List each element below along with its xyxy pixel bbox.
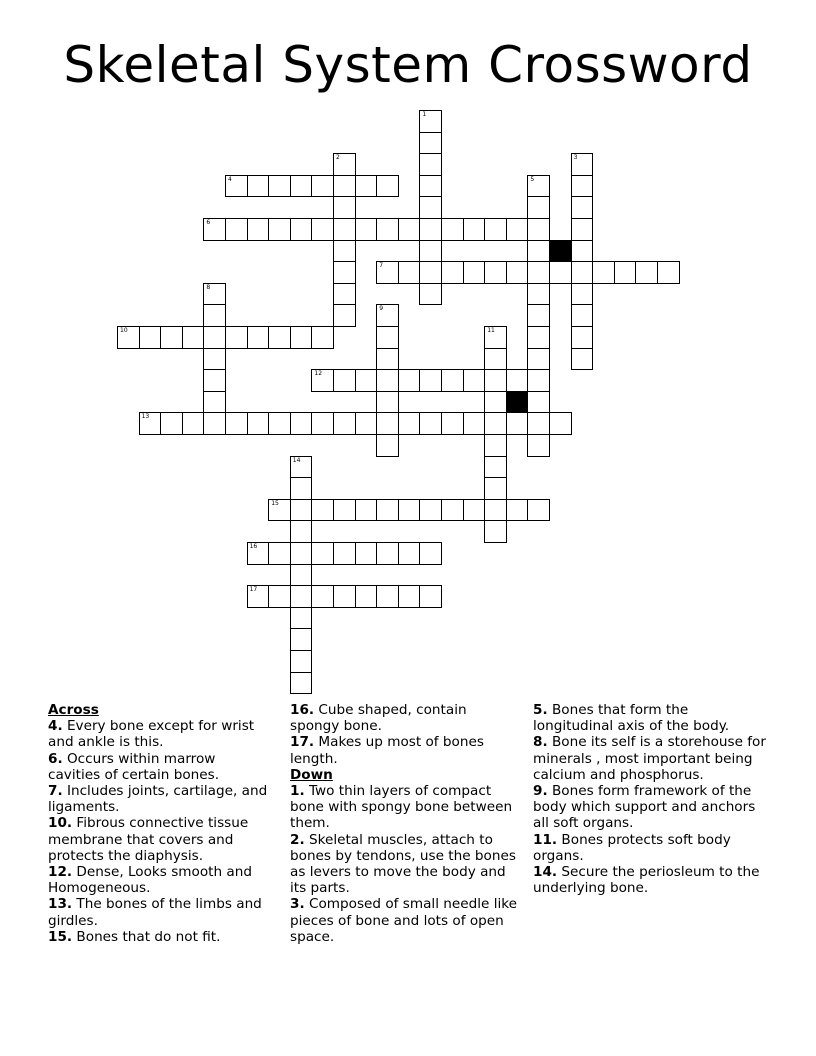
grid-cell[interactable]	[290, 564, 313, 587]
grid-cell[interactable]	[506, 499, 529, 522]
grid-cell[interactable]	[203, 304, 226, 327]
grid-cell[interactable]	[571, 326, 594, 349]
grid-cell[interactable]	[441, 218, 464, 241]
grid-cell[interactable]	[571, 283, 594, 306]
grid-cell[interactable]	[203, 369, 226, 392]
grid-cell[interactable]	[333, 240, 356, 263]
grid-cell[interactable]	[441, 261, 464, 284]
grid-cell[interactable]	[527, 261, 550, 284]
grid-cell[interactable]	[333, 261, 356, 284]
page-title: Skeletal System Crossword	[63, 36, 753, 94]
grid-cell[interactable]	[376, 499, 399, 522]
grid-cell[interactable]	[355, 369, 378, 392]
grid-cell[interactable]	[139, 326, 162, 349]
grid-cell[interactable]	[247, 412, 270, 435]
clue-number: 3.	[290, 896, 305, 913]
cell-number: 17	[249, 586, 258, 594]
cell-number: 7	[379, 262, 384, 270]
grid-cell[interactable]	[463, 412, 486, 435]
grid-cell[interactable]	[268, 326, 291, 349]
grid-cell[interactable]	[506, 261, 529, 284]
grid-cell[interactable]	[441, 369, 464, 392]
grid-cell[interactable]	[203, 348, 226, 371]
clue-number: 8.	[533, 734, 548, 751]
grid-cell[interactable]	[311, 412, 334, 435]
clue-across-7	[48, 783, 270, 815]
clue-down-3	[290, 896, 518, 945]
grid-cell[interactable]	[527, 196, 550, 219]
clue-text: Secure the periosleum to the underlying bone.	[533, 864, 760, 897]
grid-cell[interactable]	[527, 434, 550, 457]
clue-text: Dense, Looks smooth and Homogeneous.	[48, 864, 252, 897]
grid-cell[interactable]	[571, 196, 594, 219]
clue-across-15	[48, 929, 270, 945]
grid-cell[interactable]	[527, 283, 550, 306]
grid-cell[interactable]	[203, 391, 226, 414]
grid-cell[interactable]	[333, 196, 356, 219]
grid-cell[interactable]	[571, 240, 594, 263]
grid-cell[interactable]	[398, 499, 421, 522]
grid-cell[interactable]	[333, 542, 356, 565]
grid-cell[interactable]	[398, 585, 421, 608]
grid-cell[interactable]	[484, 348, 507, 371]
grid-cell[interactable]	[527, 369, 550, 392]
clue-number: 16.	[290, 702, 315, 718]
clue-text: Occurs within marrow cavities of certain bones.	[48, 750, 220, 783]
grid-cell[interactable]	[571, 304, 594, 327]
grid-cell[interactable]	[290, 672, 313, 695]
clue-down-1	[290, 783, 518, 832]
clue-text: Cube shaped, contain spongy bone.	[290, 702, 467, 735]
grid-cell[interactable]	[419, 240, 442, 263]
clue-across-16	[290, 702, 518, 734]
cell-number: 3	[573, 154, 578, 162]
grid-cell[interactable]	[290, 542, 313, 565]
grid-cell[interactable]	[355, 542, 378, 565]
clue-number: 13.	[48, 896, 73, 913]
clue-text: Bones that form the longitudinal axis of the body.	[533, 702, 730, 735]
grid-cell[interactable]	[311, 369, 334, 392]
grid-cell[interactable]	[419, 585, 442, 608]
grid-cell[interactable]	[247, 175, 270, 198]
grid-cell[interactable]	[247, 542, 270, 565]
clue-text: Bones form framework of the body which support and anchors all soft organs.	[533, 783, 756, 832]
clue-text: Every bone except for wrist and ankle is this.	[48, 718, 255, 751]
clue-down-14	[533, 864, 768, 896]
grid-cell[interactable]	[290, 499, 313, 522]
grid-cell[interactable]	[463, 499, 486, 522]
grid-cell[interactable]	[311, 585, 334, 608]
down-header: Down	[290, 766, 333, 783]
grid-cell[interactable]	[268, 175, 291, 198]
grid-cell[interactable]	[268, 585, 291, 608]
grid-cell[interactable]	[376, 542, 399, 565]
grid-cell[interactable]	[419, 196, 442, 219]
clue-across-10	[48, 815, 270, 864]
grid-cell[interactable]	[247, 585, 270, 608]
grid-cell[interactable]	[290, 175, 313, 198]
grid-cell[interactable]	[484, 456, 507, 479]
grid-cell[interactable]	[268, 542, 291, 565]
grid-cell[interactable]	[333, 153, 356, 176]
cell-number: 16	[249, 543, 258, 550]
grid-cell[interactable]	[419, 218, 442, 241]
grid-cell[interactable]	[333, 585, 356, 608]
clue-text: Skeletal muscles, attach to bones by tendons, use the bones as levers to move the body and its parts.	[290, 831, 516, 897]
clue-column-2	[290, 702, 518, 945]
grid-cell[interactable]	[290, 456, 313, 479]
grid-cell[interactable]	[549, 412, 572, 435]
grid-cell[interactable]	[225, 326, 248, 349]
grid-cell[interactable]	[225, 412, 248, 435]
grid-cell[interactable]	[117, 326, 140, 349]
grid-cell[interactable]	[182, 326, 205, 349]
grid-cell[interactable]	[463, 369, 486, 392]
grid-cell[interactable]	[311, 326, 334, 349]
grid-cell[interactable]	[527, 240, 550, 263]
grid-cell[interactable]	[527, 391, 550, 414]
cell-number: 2	[336, 154, 340, 162]
grid-cell[interactable]	[290, 650, 313, 673]
grid-cell[interactable]	[527, 218, 550, 241]
clue-across-4	[48, 718, 270, 750]
grid-cell[interactable]	[463, 218, 486, 241]
grid-cell[interactable]	[203, 326, 226, 349]
cell-number: 13	[141, 413, 150, 421]
grid-cell[interactable]	[290, 218, 313, 241]
cell-number: 15	[271, 499, 279, 507]
grid-cell[interactable]	[290, 585, 313, 608]
grid-cell[interactable]	[419, 175, 442, 198]
grid-cell[interactable]	[203, 412, 226, 435]
grid-cell[interactable]	[527, 175, 550, 198]
grid-cell[interactable]	[506, 369, 529, 392]
grid-cell[interactable]	[247, 326, 270, 349]
grid-cell[interactable]	[268, 499, 291, 522]
clue-across-6	[48, 751, 270, 783]
grid-cell[interactable]	[419, 153, 442, 176]
grid-cell[interactable]	[268, 412, 291, 435]
grid-cell[interactable]	[203, 283, 226, 306]
clue-text: Bones protects soft body organs.	[533, 831, 731, 864]
grid-cell[interactable]	[484, 218, 507, 241]
cell-number: 8	[206, 283, 211, 291]
clue-across-17	[290, 734, 518, 766]
grid-cell[interactable]	[376, 348, 399, 371]
grid-cell[interactable]	[333, 412, 356, 435]
grid-cell[interactable]	[571, 261, 594, 284]
black-cell	[506, 391, 529, 414]
cell-number: 14	[292, 456, 301, 464]
grid-cell[interactable]	[333, 369, 356, 392]
clue-text: Two thin layers of compact bone with spongy bone between them.	[290, 783, 513, 832]
clue-across-13	[48, 896, 270, 928]
clue-down-5	[533, 702, 768, 734]
grid-cell[interactable]	[376, 585, 399, 608]
cell-number: 10	[120, 327, 128, 334]
grid-cell[interactable]	[333, 175, 356, 198]
grid-cell[interactable]	[333, 304, 356, 327]
grid-cell[interactable]	[355, 412, 378, 435]
grid-cell[interactable]	[376, 326, 399, 349]
grid-cell[interactable]	[398, 542, 421, 565]
grid-cell[interactable]	[290, 412, 313, 435]
grid-cell[interactable]	[290, 607, 313, 630]
clue-number: 10.	[48, 815, 73, 832]
cell-number: 1	[422, 111, 427, 118]
cell-number: 5	[530, 175, 535, 183]
grid-cell[interactable]	[506, 218, 529, 241]
grid-cell[interactable]	[484, 477, 507, 500]
grid-cell[interactable]	[376, 369, 399, 392]
clue-down-2	[290, 832, 518, 897]
grid-cell[interactable]	[203, 218, 226, 241]
grid-cell[interactable]	[571, 348, 594, 371]
grid-cell[interactable]	[527, 348, 550, 371]
clue-number: 9.	[533, 783, 548, 800]
grid-cell[interactable]	[311, 175, 334, 198]
grid-cell[interactable]	[311, 499, 334, 522]
grid-cell[interactable]	[398, 261, 421, 284]
clue-down-9	[533, 783, 768, 832]
clue-number: 15.	[48, 928, 73, 945]
grid-cell[interactable]	[571, 175, 594, 198]
grid-cell[interactable]	[225, 175, 248, 198]
grid-cell[interactable]	[419, 132, 442, 155]
grid-cell[interactable]	[225, 218, 248, 241]
clue-number: 6.	[48, 750, 63, 767]
grid-cell[interactable]	[571, 153, 594, 176]
grid-cell[interactable]	[419, 542, 442, 565]
grid-cell[interactable]	[419, 283, 442, 306]
cell-number: 9	[379, 305, 384, 313]
grid-cell[interactable]	[441, 412, 464, 435]
clue-number: 7.	[48, 783, 63, 800]
grid-cell[interactable]	[355, 218, 378, 241]
grid-cell[interactable]	[506, 412, 529, 435]
grid-cell[interactable]	[419, 412, 442, 435]
grid-cell[interactable]	[419, 110, 442, 133]
grid-cell[interactable]	[160, 412, 183, 435]
grid-cell[interactable]	[484, 391, 507, 414]
grid-cell[interactable]	[247, 218, 270, 241]
cell-number: 4	[228, 175, 232, 183]
grid-cell[interactable]	[355, 585, 378, 608]
grid-cell[interactable]	[160, 326, 183, 349]
clue-text: The bones of the limbs and girdles.	[48, 896, 262, 929]
grid-cell[interactable]	[139, 412, 162, 435]
grid-cell[interactable]	[376, 261, 399, 284]
clue-number: 17.	[290, 734, 315, 751]
grid-cell[interactable]	[311, 542, 334, 565]
grid-cell[interactable]	[484, 434, 507, 457]
grid-cell[interactable]	[290, 477, 313, 500]
grid-cell[interactable]	[376, 304, 399, 327]
grid-cell[interactable]	[463, 261, 486, 284]
clue-text: Makes up most of bones length.	[290, 734, 484, 767]
grid-cell[interactable]	[614, 261, 637, 284]
grid-cell[interactable]	[419, 369, 442, 392]
grid-cell[interactable]	[182, 412, 205, 435]
grid-cell[interactable]	[484, 369, 507, 392]
cell-number: 6	[206, 219, 211, 226]
grid-cell[interactable]	[311, 218, 334, 241]
clue-text: Fibrous connective tissue membrane that covers and protects the diaphysis.	[48, 815, 249, 864]
clue-number: 5.	[533, 702, 548, 718]
clue-number: 2.	[290, 831, 305, 848]
across-header: Across	[48, 702, 99, 718]
clue-number: 4.	[48, 718, 63, 735]
clue-column-3	[533, 702, 768, 896]
grid-cell[interactable]	[527, 304, 550, 327]
grid-cell[interactable]	[571, 218, 594, 241]
grid-cell[interactable]	[355, 499, 378, 522]
grid-cell[interactable]	[376, 391, 399, 414]
grid-cell[interactable]	[592, 261, 615, 284]
grid-cell[interactable]	[290, 520, 313, 543]
clue-number: 1.	[290, 783, 305, 800]
clue-text: Bone its self is a storehouse for minerals , most important being calcium and phosphorus.	[533, 734, 766, 783]
grid-cell[interactable]	[376, 434, 399, 457]
grid-cell[interactable]	[484, 326, 507, 349]
clue-text: Bones that do not fit.	[76, 928, 221, 945]
grid-cell[interactable]	[376, 412, 399, 435]
clue-text: Composed of small needle like pieces of bone and lots of open space.	[290, 896, 518, 945]
grid-cell[interactable]	[419, 261, 442, 284]
grid-cell[interactable]	[268, 218, 291, 241]
grid-cell[interactable]	[484, 499, 507, 522]
cell-number: 11	[487, 327, 495, 334]
grid-cell[interactable]	[657, 261, 680, 284]
grid-cell[interactable]	[398, 218, 421, 241]
black-cell	[549, 240, 572, 263]
grid-cell[interactable]	[527, 499, 550, 522]
clue-number: 14.	[533, 864, 558, 881]
clue-down-11	[533, 832, 768, 864]
grid-cell[interactable]	[376, 218, 399, 241]
grid-cell[interactable]	[441, 499, 464, 522]
grid-cell[interactable]	[290, 326, 313, 349]
clue-across-12	[48, 864, 270, 896]
grid-cell[interactable]	[333, 499, 356, 522]
grid-cell[interactable]	[549, 261, 572, 284]
grid-cell[interactable]	[376, 175, 399, 198]
grid-cell[interactable]	[484, 520, 507, 543]
clue-down-8	[533, 734, 768, 783]
clue-number: 12.	[48, 864, 73, 881]
grid-cell[interactable]	[333, 218, 356, 241]
grid-cell[interactable]	[290, 628, 313, 651]
grid-cell[interactable]	[527, 412, 550, 435]
grid-cell[interactable]	[398, 412, 421, 435]
cell-number: 12	[314, 370, 323, 378]
grid-cell[interactable]	[355, 175, 378, 198]
grid-cell[interactable]	[484, 412, 507, 435]
clue-number: 11.	[533, 831, 558, 848]
grid-cell[interactable]	[419, 499, 442, 522]
grid-cell[interactable]	[484, 261, 507, 284]
grid-cell[interactable]	[398, 369, 421, 392]
grid-cell[interactable]	[635, 261, 658, 284]
grid-cell[interactable]	[333, 283, 356, 306]
grid-cell[interactable]	[527, 326, 550, 349]
clue-text: Includes joints, cartilage, and ligaments.	[48, 783, 268, 816]
clue-column-1	[48, 702, 270, 945]
